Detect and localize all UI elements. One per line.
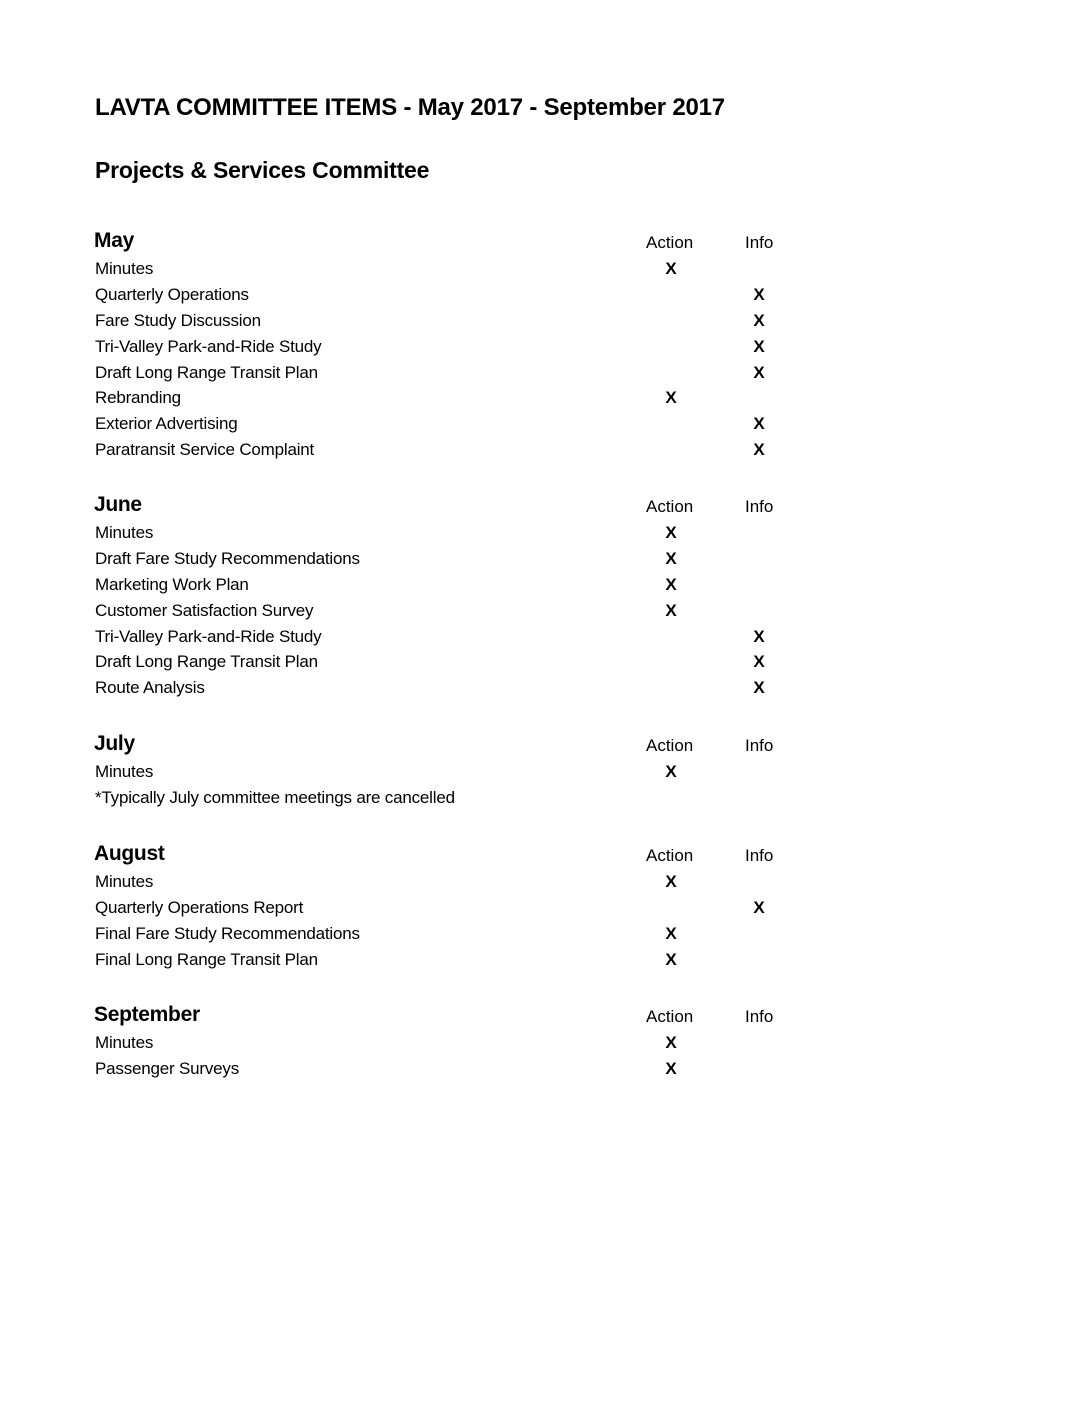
info-mark: X: [753, 440, 765, 460]
agenda-item-row: [0, 627, 1088, 653]
info-mark: X: [753, 897, 765, 917]
agenda-item-label: Quarterly Operations: [95, 284, 249, 304]
agenda-item-row: [0, 388, 1088, 414]
agenda-item-row: [0, 523, 1088, 549]
agenda-item-row: [0, 1059, 1088, 1085]
month-heading: September: [94, 1003, 200, 1026]
agenda-item-row: [0, 549, 1088, 575]
agenda-item-label: Paratransit Service Complaint: [95, 440, 315, 460]
month-heading: August: [94, 842, 165, 865]
action-column-header: Action: [646, 233, 694, 252]
info-column-header: Info: [745, 846, 774, 865]
agenda-item-label: Quarterly Operations Report: [95, 897, 304, 917]
agenda-item-row: [0, 601, 1088, 627]
agenda-item-row: [0, 414, 1088, 440]
action-column-header: Action: [646, 497, 694, 516]
action-mark: X: [665, 762, 677, 781]
agenda-item-label: Draft Long Range Transit Plan: [95, 652, 318, 672]
agenda-item-row: [0, 678, 1088, 704]
action-column-header: Action: [646, 846, 694, 865]
agenda-item-label: Final Fare Study Recommendations: [95, 923, 360, 943]
agenda-item-row: [0, 762, 1088, 788]
committee-title: Projects & Services Committee: [95, 157, 430, 183]
month-section-july: [0, 732, 1088, 814]
action-mark: X: [665, 1058, 677, 1078]
month-header-row: [0, 732, 1088, 762]
agenda-item-label: Exterior Advertising: [95, 414, 238, 434]
agenda-item-label: Minutes: [95, 523, 154, 542]
agenda-item-row: [0, 575, 1088, 601]
agenda-item-label: Draft Long Range Transit Plan: [95, 362, 318, 382]
agenda-item-label: Minutes: [95, 762, 154, 781]
info-column-header: Info: [745, 233, 774, 252]
agenda-item-row: [0, 950, 1088, 976]
agenda-item-label: Tri-Valley Park-and-Ride Study: [95, 336, 322, 356]
month-heading: July: [94, 732, 135, 755]
info-mark: X: [753, 652, 765, 672]
action-mark: X: [665, 548, 677, 568]
action-column-header: Action: [646, 736, 694, 755]
action-mark: X: [665, 949, 677, 969]
agenda-item-row: [0, 285, 1088, 311]
agenda-item-label: Marketing Work Plan: [95, 574, 249, 594]
agenda-item-row: [0, 440, 1088, 466]
agenda-item-label: Tri-Valley Park-and-Ride Study: [95, 626, 322, 646]
agenda-item-row: [0, 924, 1088, 950]
info-mark: X: [753, 310, 765, 330]
action-mark: X: [665, 923, 677, 943]
agenda-item-label: Minutes: [95, 872, 154, 891]
agenda-item-label: Minutes: [95, 1033, 154, 1052]
info-column-header: Info: [745, 1007, 774, 1026]
month-section-august: [0, 842, 1088, 976]
month-header-row: [0, 493, 1088, 523]
agenda-item-label: Rebranding: [95, 388, 181, 408]
month-header-row: [0, 842, 1088, 872]
agenda-item-row: [0, 337, 1088, 363]
action-mark: X: [665, 259, 677, 278]
info-column-header: Info: [745, 736, 774, 755]
action-mark: X: [665, 872, 677, 891]
document-title: LAVTA COMMITTEE ITEMS - May 2017 - September 2017: [95, 94, 725, 121]
month-header-row: [0, 229, 1088, 259]
month-section-june: [0, 493, 1088, 704]
action-mark: X: [665, 523, 677, 542]
info-mark: X: [753, 336, 765, 356]
agenda-item-row: [0, 363, 1088, 389]
agenda-item-label: Fare Study Discussion: [95, 310, 261, 330]
month-heading: May: [94, 229, 134, 252]
agenda-item-label: Route Analysis: [95, 678, 205, 698]
agenda-item-row: [0, 1033, 1088, 1059]
action-column-header: Action: [646, 1007, 694, 1026]
agenda-item-label: Minutes: [95, 259, 154, 278]
action-mark: X: [665, 574, 677, 594]
month-header-row: [0, 1003, 1088, 1033]
agenda-item-label: Final Long Range Transit Plan: [95, 949, 318, 969]
agenda-item-row: [0, 872, 1088, 898]
info-mark: X: [753, 626, 765, 646]
agenda-item-row: [0, 259, 1088, 285]
agenda-item-label: Passenger Surveys: [95, 1058, 240, 1078]
info-mark: X: [753, 284, 765, 304]
agenda-item-row: [0, 898, 1088, 924]
month-section-september: [0, 1003, 1088, 1085]
action-mark: X: [665, 1033, 677, 1052]
agenda-item-row: [0, 311, 1088, 337]
footnote-text: *Typically July committee meetings are cancelled: [95, 787, 455, 807]
action-mark: X: [665, 388, 677, 408]
info-mark: X: [753, 362, 765, 382]
info-mark: X: [753, 414, 765, 434]
month-heading: June: [94, 493, 142, 516]
agenda-item-label: Draft Fare Study Recommendations: [95, 548, 360, 568]
info-mark: X: [753, 678, 765, 698]
agenda-item-label: Customer Satisfaction Survey: [95, 600, 314, 620]
agenda-item-row: [0, 652, 1088, 678]
action-mark: X: [665, 600, 677, 620]
info-column-header: Info: [745, 497, 774, 516]
month-section-may: [0, 229, 1088, 466]
agenda-item-row: [0, 788, 1088, 814]
